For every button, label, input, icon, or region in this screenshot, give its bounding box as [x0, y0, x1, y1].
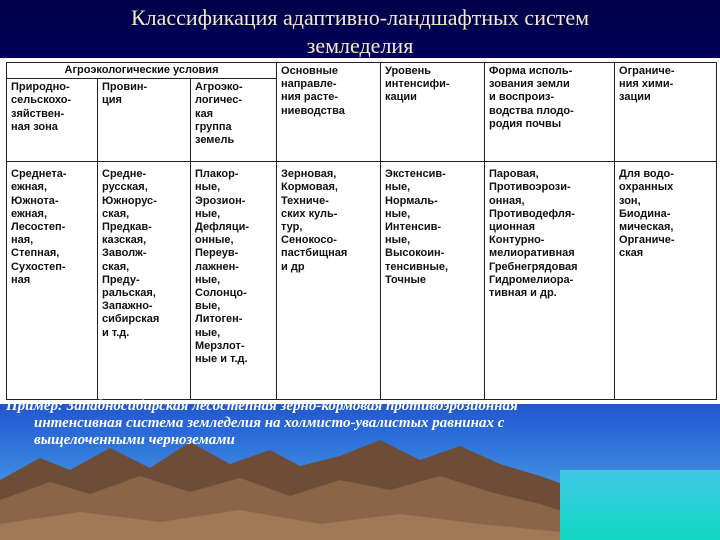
cell-intensification-levels: Экстенсив- ные, Нормаль- ные, Интенсив- ные, Высокоин- тенсивные, Точные	[381, 162, 485, 400]
classification-table	[6, 62, 717, 400]
table-group-header-row	[7, 63, 717, 79]
cell-land-use-forms: Паровая, Противоэрози- онная, Противодефля- ционная Контурно- мелиоративная Гребнегрядовая Гидромелиора- тивная и др.	[485, 162, 615, 400]
header-directions: Основные направле- ния расте- ниеводства	[277, 63, 381, 162]
example-line2: интенсивная система земледелия на холмисто-увалистых равнинах с	[34, 415, 505, 431]
header-land-use-form: Форма исполь- зования земли и воспроиз- водства плодо- родия почвы	[485, 63, 615, 162]
example-text	[0, 398, 720, 449]
slide-title	[0, 4, 720, 60]
cell-chemical-limits: Для водо- охранных зон, Биодина- мическая, Органиче- ская	[615, 162, 717, 400]
example-line1: Пример: Западносибирская лесостепная зерно-кормовая противоэрозионная	[6, 398, 518, 414]
cell-provinces: Средне- русская, Южнорус- ская, Предкав- казская, Заволж- ская, Преду- ральская, Запажно- сибирская и т.д.	[98, 162, 191, 400]
header-province: Провин- ция	[98, 79, 191, 162]
slide-title-line1: Классификация адаптивно-ландшафтных систем	[130, 5, 590, 30]
header-chemical-limits: Ограниче- ния хими- зации	[615, 63, 717, 162]
header-natural-zone: Природно- сельскохо- зяйствен- ная зона	[7, 79, 98, 162]
cell-crop-directions: Зерновая, Кормовая, Техниче- ских куль- тур, Сенокосо- пастбищная и др	[277, 162, 381, 400]
scanned-table-panel	[0, 58, 720, 404]
group-header-agroecological: Агроэкологические условия	[7, 63, 277, 79]
header-intensification: Уровень интенсифи- кации	[381, 63, 485, 162]
header-agroecological-group: Агроэко- логичес- кая группа земель	[191, 79, 277, 162]
cell-natural-zones: Среднета- ежная, Южнота- ежная, Лесостеп- ная, Степная, Сухостеп- ная	[7, 162, 98, 400]
slide-title-line2: земледелия	[306, 33, 414, 58]
example-line3: выщелоченными черноземами	[34, 432, 235, 448]
cell-land-groups: Плакор- ные, Эрозион- ные, Дефляци- онные, Переув- лажнен- ные, Солонцо- вые, Литоген- ные, Мерзлот- ные и т.д.	[191, 162, 277, 400]
table-row	[7, 162, 717, 400]
sea-gradient	[560, 470, 720, 540]
